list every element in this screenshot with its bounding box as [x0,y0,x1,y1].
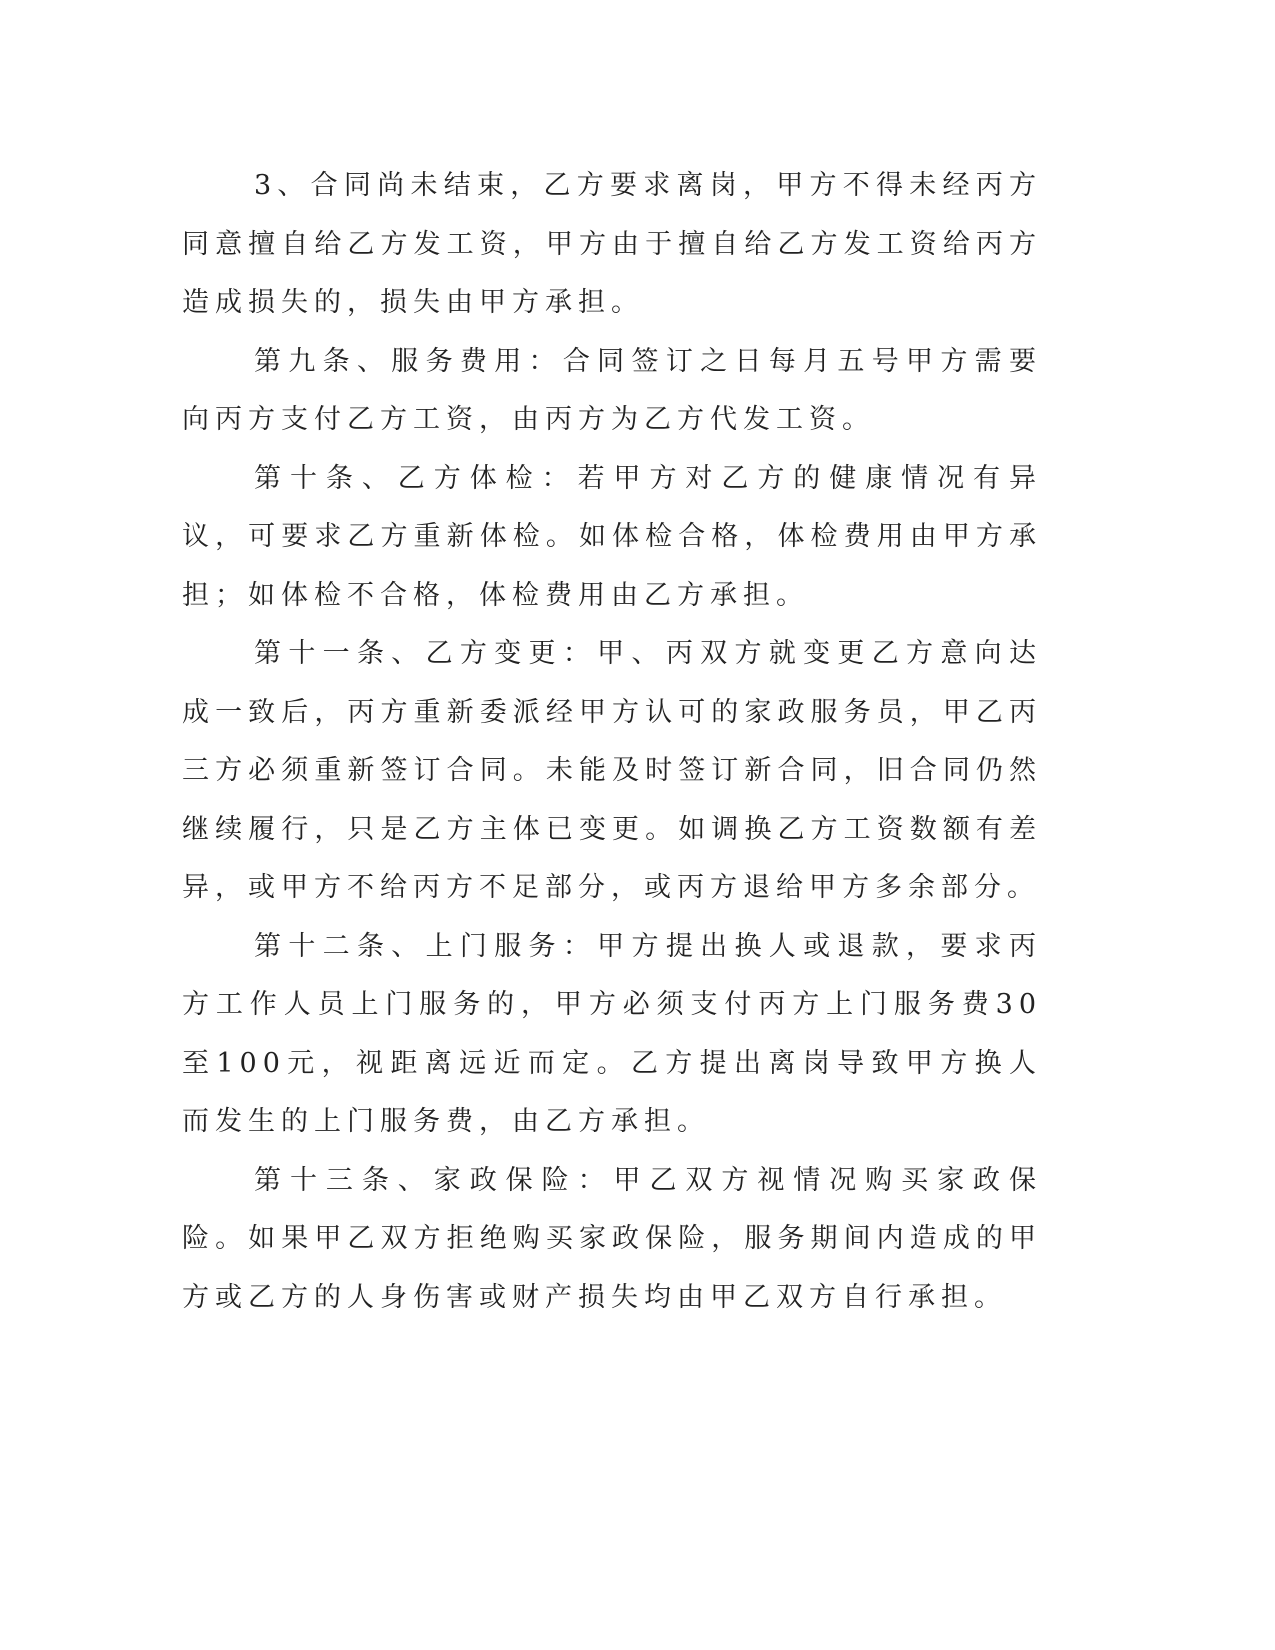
paragraph-clause-10-health-check: 第十条、乙方体检：若甲方对乙方的健康情况有异议，可要求乙方重新体检。如体检合格，体检费用由甲方承担；如体检不合格，体检费用由乙方承担。 [182,462,1042,611]
paragraph-clause-8-item-3: 3、合同尚未结束，乙方要求离岗，甲方不得未经丙方同意擅自给乙方发工资，甲方由于擅自给乙方发工资给丙方造成损失的，损失由甲方承担。 [182,170,1042,318]
contract-text [182,157,1042,1327]
paragraph-clause-9-service-fee: 第九条、服务费用：合同签订之日每月五号甲方需要向丙方支付乙方工资，由丙方为乙方代发工资。 [182,345,1042,435]
paragraph-clause-13-insurance: 第十三条、家政保险：甲乙双方视情况购买家政保险。如果甲乙双方拒绝购买家政保险，服务期间内造成的甲方或乙方的人身伤害或财产损失均由甲乙双方自行承担。 [182,1164,1042,1313]
paragraph-clause-11-worker-change: 第十一条、乙方变更：甲、丙双方就变更乙方意向达成一致后，丙方重新委派经甲方认可的家政服务员，甲乙丙三方必须重新签订合同。未能及时签订新合同，旧合同仍然继续履行，只是乙方主体已变更。如调换乙方工资数额有差异，或甲方不给丙方不足部分，或丙方退给甲方多余部分。 [182,638,1042,903]
paragraph-clause-12-onsite-service: 第十二条、上门服务：甲方提出换人或退款，要求丙方工作人员上门服务的，甲方必须支付丙方上门服务费30至100元，视距离远近而定。乙方提出离岗导致甲方换人而发生的上门服务费，由乙方承担。 [182,930,1042,1137]
